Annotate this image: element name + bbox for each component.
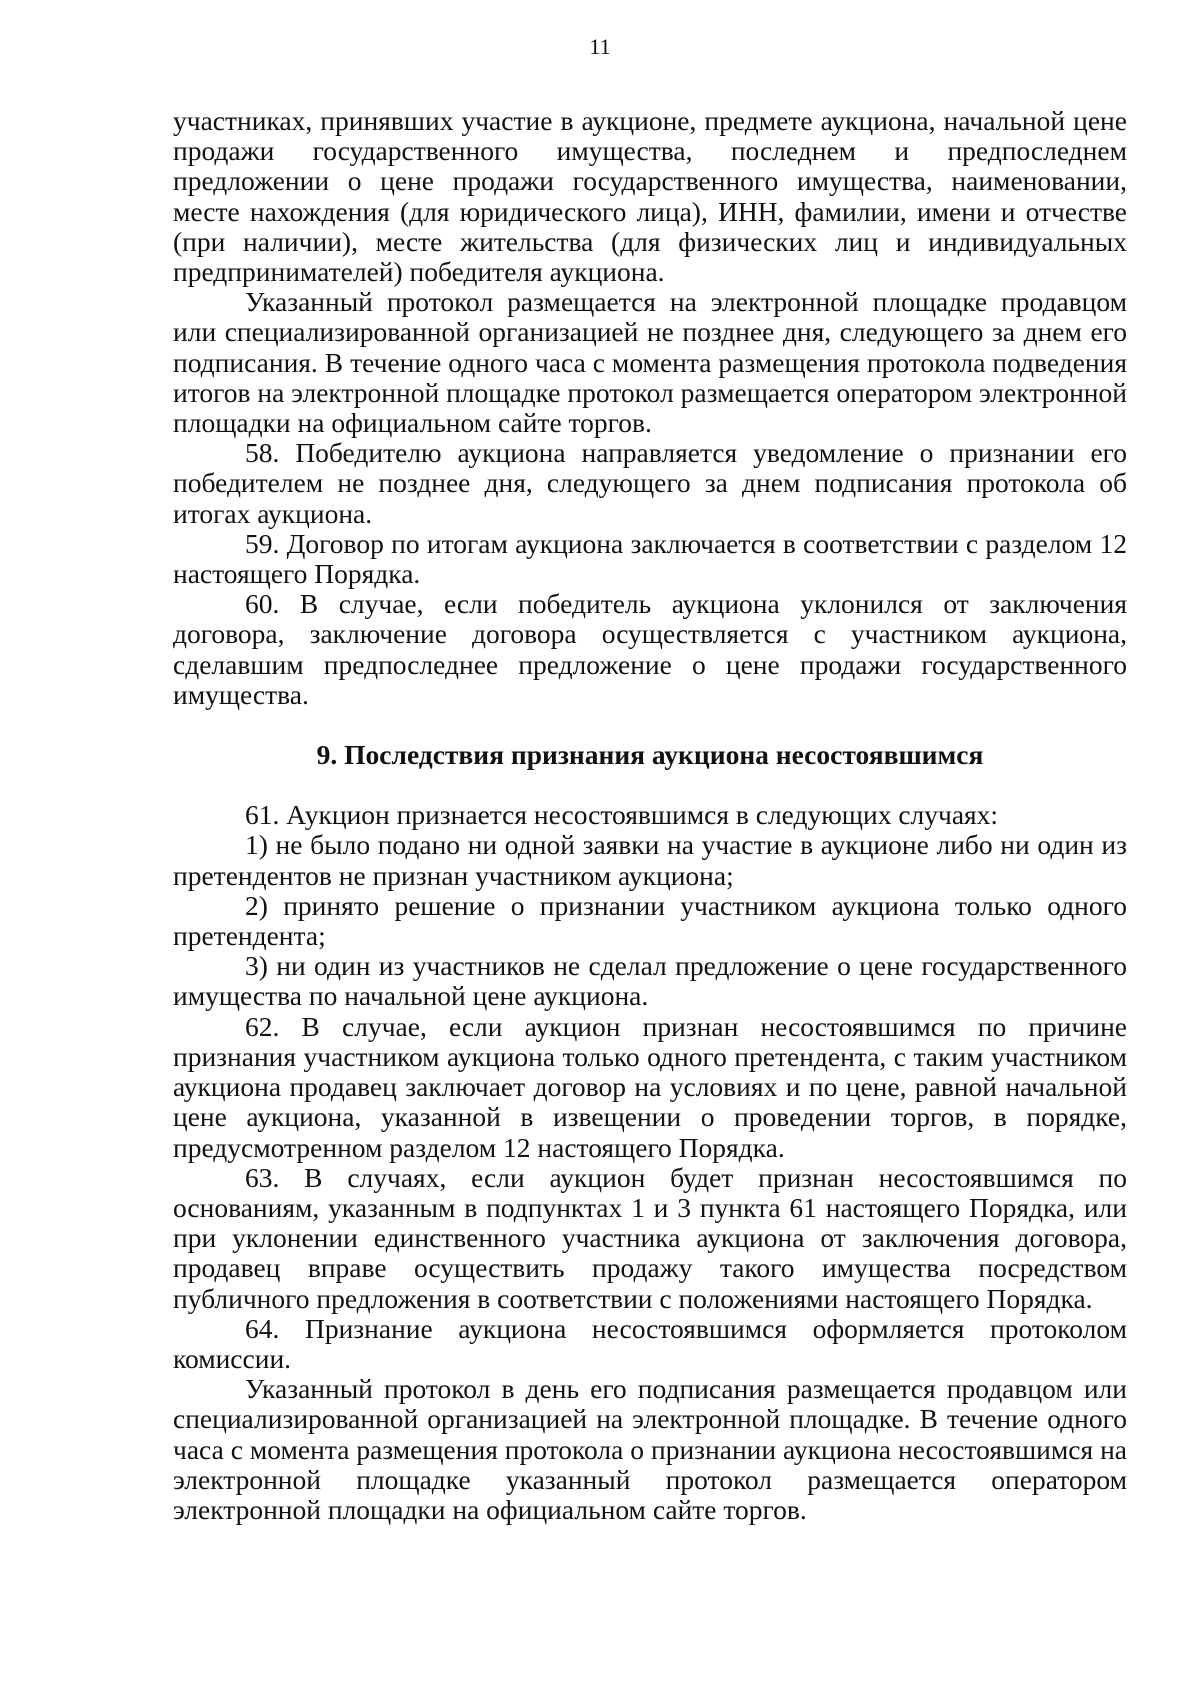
paragraph-60: 60. В случае, если победитель аукциона уклонился от заключения договора, заключение договора осуществляется с участником аукциона, сделавшим предпоследнее предложение о цене продажи государственного имущества. [173,588,1127,710]
paragraph-continuation: участниках, принявших участие в аукционе, предмете аукциона, начальной цене продажи государственного имущества, последнем и предпоследнем предложении о цене продажи государственного имущества, наименовании, месте нахождения (для юридического лица), ИНН, фамилии, имени и отчестве (при наличии), месте жительства (для физических лиц и индивидуальных предпринимателей) победителя аукциона. [173,105,1127,288]
section-heading: 9. Последствия признания аукциона несостоявшимся [316,739,984,771]
paragraph-63: 63. В случаях, если аукцион будет признан несостоявшимся по основаниям, указанным в подпунктах 1 и 3 пункта 61 настоящего Порядка, или при уклонении единственного участника аукциона от заключения договора, продавец вправе осуществить продажу такого имущества посредством публичного предложения в соответствии с положениями настоящего Порядка. [173,1161,1127,1314]
paragraph-protocol-failed-publication: Указанный протокол в день его подписания размещается продавцом или специализированной организацией на электронной площадке. В течение одного часа с момента размещения протокола о признании аукциона несостоявшимся на электронной площадке указанный протокол размещается оператором электронной площадки на официальном сайте торгов. [173,1373,1127,1525]
paragraph-64: 64. Признание аукциона несостоявшимся оформляется протоколом комиссии. [173,1312,1127,1374]
paragraph-61-item-3: 3) ни один из участников не сделал предложение о цене государственного имущества по начальной цене аукциона. [173,950,1127,1012]
paragraph-protocol-publication: Указанный протокол размещается на электронной площадке продавцом или специализированной организацией не позднее дня, следующего за днем его подписания. В течение одного часа с момента размещения протокола подведения итогов на электронной площадке протокол размещается оператором электронной площадки на официальном сайте торгов. [173,286,1127,439]
paragraph-59: 59. Договор по итогам аукциона заключается в соответствии с разделом 12 настоящего Порядка. [173,527,1127,590]
page-number: 11 [589,34,611,59]
paragraph-61: 61. Аукцион признается несостоявшимся в следующих случаях: [245,799,999,831]
paragraph-61-item-2: 2) принято решение о признании участником аукциона только одного претендента; [173,889,1127,952]
paragraph-62: 62. В случае, если аукцион признан несостоявшимся по причине признания участником аукциона только одного претендента, с таким участником аукциона продавец заключает договор на условиях и по цене, равной начальной цене аукциона, указанной в извещении о проведении торгов, в порядке, предусмотренном разделом 12 настоящего Порядка. [173,1010,1127,1163]
paragraph-58: 58. Победителю аукциона направляется уведомление о признании его победителем не позднее дня, следующего за днем подписания протокола об итогах аукциона. [173,437,1127,529]
document-body [173,106,1127,1525]
paragraph-61-item-1: 1) не было подано ни одной заявки на участие в аукционе либо ни один из претендентов не признан участником аукциона; [173,829,1127,891]
